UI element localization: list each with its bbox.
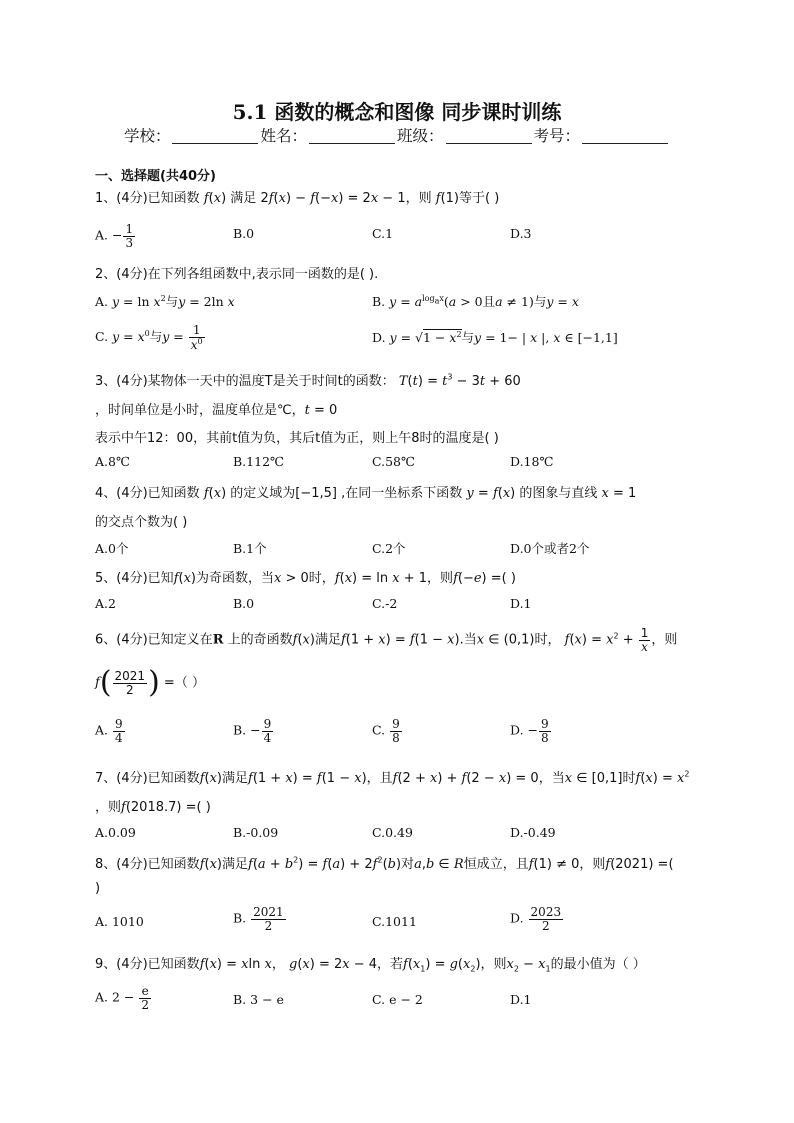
page-title: 5.1 函数的概念和图像 同步课时训练 [232, 100, 562, 124]
q7-option-d[interactable]: D.-0.49 [510, 825, 556, 840]
question-7-line2: ，则f(2018.7) =( ) [95, 800, 211, 815]
q8-option-d[interactable]: D. $\frac{2023}{2}$ [510, 905, 562, 933]
question-1: 1、(4分)已知函数 f(x) 满足 2f(x) − f(−x) = 2x − 1，则 f(1)等于( ) [95, 191, 500, 206]
q3-option-c[interactable]: C.58℃ [372, 454, 415, 469]
q2-option-d[interactable]: D. $y = √1 - x^2$与y = 1− | x |, x ∈ [−1,1] [372, 329, 618, 345]
question-3-line1: 3、(4分)某物体一天中的温度T是关于时间t的函数： $T(t) = t^3 - 3t + 60$ [95, 372, 521, 389]
question-4-line1: 4、(4分)已知函数 f(x) 的定义域为[−1,5] ,在同一坐标系下函数 y = f(x) 的图象与直线 x = 1 [95, 486, 637, 501]
q6-option-b[interactable]: B. − $\frac{9}{4}$ [233, 717, 272, 745]
class-blank[interactable] [446, 129, 532, 144]
q5-option-c[interactable]: C.-2 [372, 596, 398, 611]
question-3-line2: ，时间单位是小时，温度单位是℃，t = 0 [95, 403, 338, 418]
q6-option-c[interactable]: C. $\frac{9}{8}$ [372, 717, 400, 745]
question-6-line2: f( $\frac{2021}{2}$ ) =（ ） [95, 665, 205, 700]
q8-option-c[interactable]: C.1011 [372, 914, 417, 929]
q2-option-a[interactable]: A. $y = \ln x^2$与y = 2ln x [95, 293, 235, 309]
q8-option-b[interactable]: B. $\frac{2021}{2}$ [233, 905, 284, 933]
q2-option-b[interactable]: B. $y = a^{log_ax}(a > 0$且a ≠ 1)与y = x [372, 293, 579, 309]
name-label: 姓名： [260, 127, 307, 145]
question-4-line2: 的交点个数为( ) [95, 515, 188, 530]
number-label: 考号： [533, 127, 581, 145]
question-3-line3: 表示中午12：00，其前t值为负，其后t值为正，则上午8时的温度是( ) [95, 431, 499, 446]
q9-option-b[interactable]: B. 3 − e [233, 992, 284, 1007]
question-5: 5、(4分)已知f(x)为奇函数，当x > 0时，f(x) = ln x + 1，则f(−e) =( ) [95, 571, 516, 586]
question-8-line2: ) [95, 881, 101, 896]
q1-option-c[interactable]: C.1 [372, 226, 394, 241]
q5-option-a[interactable]: A.2 [95, 596, 116, 611]
school-label: 学校： [123, 127, 171, 145]
q9-option-a[interactable]: A. 2 − $\frac{e}{2}$ [95, 984, 150, 1012]
q5-option-b[interactable]: B.0 [233, 596, 255, 611]
class-label: 班级： [397, 127, 444, 145]
question-6-line1: 6、(4分)已知定义在R 上的奇函数f(x)满足f(1 + x) = f(1 − x).当x ∈ (0,1)时， $f(x) = x^2$ + $\frac{1}{x}$ ，则 [95, 626, 678, 654]
school-blank[interactable] [172, 129, 258, 144]
question-9: 9、(4分)已知函数f(x) = xln x， g(x) = 2x − 4，若$f(x_1) = g(x_2)$，则$x_2 - x_1$的最小值为（ ） [95, 957, 646, 974]
q6-option-a[interactable]: A. $\frac{9}{4}$ [95, 717, 123, 745]
q4-option-a[interactable]: A.0个 [95, 541, 129, 556]
q8-option-a[interactable]: A. 1010 [95, 914, 144, 929]
q4-option-c[interactable]: C.2个 [372, 541, 406, 556]
q7-option-c[interactable]: C.0.49 [372, 825, 413, 840]
name-blank[interactable] [309, 129, 395, 144]
q5-option-d[interactable]: D.1 [510, 596, 532, 611]
q1-option-b[interactable]: B.0 [233, 226, 255, 241]
q4-option-b[interactable]: B.1个 [233, 541, 267, 556]
q9-option-d[interactable]: D.1 [510, 992, 532, 1007]
q9-option-c[interactable]: C. e − 2 [372, 992, 423, 1007]
q1-option-d[interactable]: D.3 [510, 226, 532, 241]
q3-option-b[interactable]: B.112℃ [233, 454, 285, 469]
section-heading: 一、选择题(共40分) [95, 169, 216, 184]
question-8-line1: 8、(4分)已知函数f(x)满足$f(a + b^2) = f(a) + 2f^2(b)$对a,b ∈ R恒成立，且f(1) ≠ 0，则f(2021) =( [95, 855, 674, 872]
q2-option-c[interactable]: C. $y = x^0$与y = $\frac{1}{x^0}$ [95, 323, 203, 352]
number-blank[interactable] [582, 129, 668, 144]
q7-option-b[interactable]: B.-0.09 [233, 825, 279, 840]
q3-option-a[interactable]: A.8℃ [95, 454, 130, 469]
question-7-line1: 7、(4分)已知函数f(x)满足f(1 + x) = f(1 − x)，且f(2 + x) + f(2 − x) = 0，当x ∈ [0,1]时$f(x) = x^2$ [95, 769, 690, 786]
q3-option-d[interactable]: D.18℃ [510, 454, 554, 469]
q6-option-d[interactable]: D. − $\frac{9}{8}$ [510, 717, 549, 745]
question-2: 2、(4分)在下列各组函数中,表示同一函数的是( ). [95, 267, 379, 282]
q7-option-a[interactable]: A.0.09 [95, 825, 136, 840]
q4-option-d[interactable]: D.0个或者2个 [510, 541, 590, 556]
q1-option-a[interactable]: A. − $\frac{1}{3}$ [95, 222, 134, 250]
student-info-line [0, 124, 794, 146]
